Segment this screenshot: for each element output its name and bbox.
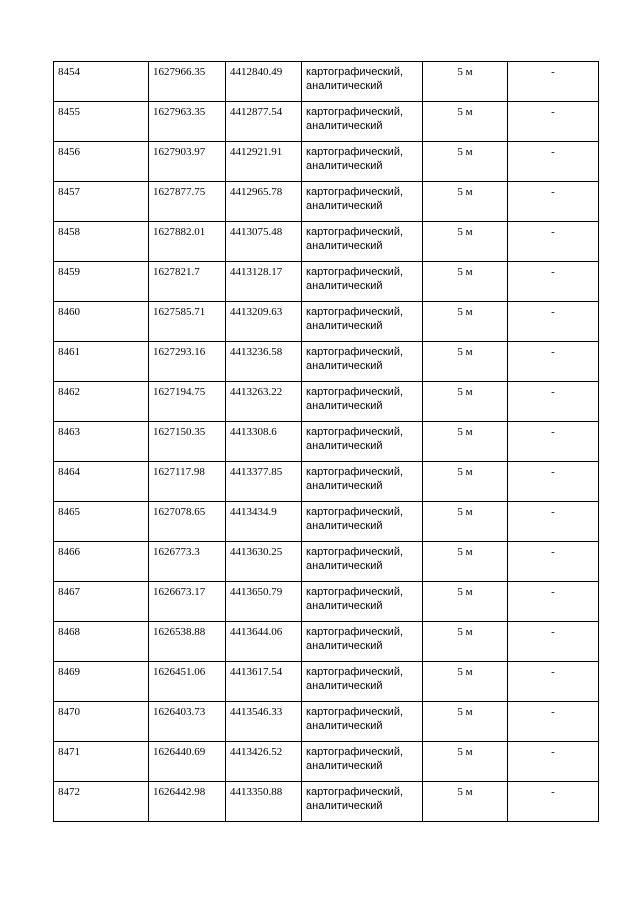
method-cell: картографический, аналитический [302, 782, 423, 822]
table-row [54, 422, 599, 462]
table-row [54, 102, 599, 142]
y-coordinate-cell: 4413617.54 [226, 662, 302, 702]
note-cell: - [508, 622, 599, 662]
table-row [54, 262, 599, 302]
note-cell: - [508, 342, 599, 382]
point-number-cell: 8472 [54, 782, 149, 822]
y-coordinate-cell: 4413630.25 [226, 542, 302, 582]
point-number-cell: 8455 [54, 102, 149, 142]
note-cell: - [508, 782, 599, 822]
point-number-cell: 8461 [54, 342, 149, 382]
point-number-cell: 8467 [54, 582, 149, 622]
x-coordinate-cell: 1627585.71 [149, 302, 226, 342]
table-row [54, 462, 599, 502]
method-cell: картографический, аналитический [302, 502, 423, 542]
x-coordinate-cell: 1627293.16 [149, 342, 226, 382]
note-cell: - [508, 182, 599, 222]
table-row [54, 342, 599, 382]
accuracy-cell: 5 м [423, 382, 508, 422]
table-row [54, 742, 599, 782]
accuracy-cell: 5 м [423, 422, 508, 462]
point-number-cell: 8463 [54, 422, 149, 462]
point-number-cell: 8466 [54, 542, 149, 582]
y-coordinate-cell: 4413644.06 [226, 622, 302, 662]
accuracy-cell: 5 м [423, 302, 508, 342]
note-cell: - [508, 142, 599, 182]
table-row [54, 182, 599, 222]
method-cell: картографический, аналитический [302, 102, 423, 142]
point-number-cell: 8456 [54, 142, 149, 182]
x-coordinate-cell: 1627150.35 [149, 422, 226, 462]
table-row [54, 542, 599, 582]
table-row [54, 582, 599, 622]
note-cell: - [508, 582, 599, 622]
accuracy-cell: 5 м [423, 342, 508, 382]
x-coordinate-cell: 1627117.98 [149, 462, 226, 502]
y-coordinate-cell: 4413377.85 [226, 462, 302, 502]
point-number-cell: 8460 [54, 302, 149, 342]
point-number-cell: 8465 [54, 502, 149, 542]
x-coordinate-cell: 1626440.69 [149, 742, 226, 782]
x-coordinate-cell: 1626673.17 [149, 582, 226, 622]
note-cell: - [508, 102, 599, 142]
y-coordinate-cell: 4412921.91 [226, 142, 302, 182]
y-coordinate-cell: 4412840.49 [226, 62, 302, 102]
note-cell: - [508, 542, 599, 582]
note-cell: - [508, 502, 599, 542]
method-cell: картографический, аналитический [302, 542, 423, 582]
x-coordinate-cell: 1626538.88 [149, 622, 226, 662]
method-cell: картографический, аналитический [302, 382, 423, 422]
accuracy-cell: 5 м [423, 182, 508, 222]
method-cell: картографический, аналитический [302, 462, 423, 502]
note-cell: - [508, 422, 599, 462]
point-number-cell: 8462 [54, 382, 149, 422]
accuracy-cell: 5 м [423, 702, 508, 742]
y-coordinate-cell: 4413209.63 [226, 302, 302, 342]
x-coordinate-cell: 1626773.3 [149, 542, 226, 582]
y-coordinate-cell: 4413263.22 [226, 382, 302, 422]
table-row [54, 782, 599, 822]
table-row [54, 142, 599, 182]
table-row [54, 62, 599, 102]
note-cell: - [508, 262, 599, 302]
accuracy-cell: 5 м [423, 62, 508, 102]
x-coordinate-cell: 1627903.97 [149, 142, 226, 182]
point-number-cell: 8459 [54, 262, 149, 302]
point-number-cell: 8470 [54, 702, 149, 742]
method-cell: картографический, аналитический [302, 182, 423, 222]
table-row [54, 702, 599, 742]
table-row [54, 662, 599, 702]
method-cell: картографический, аналитический [302, 702, 423, 742]
y-coordinate-cell: 4413075.48 [226, 222, 302, 262]
accuracy-cell: 5 м [423, 542, 508, 582]
method-cell: картографический, аналитический [302, 302, 423, 342]
note-cell: - [508, 302, 599, 342]
y-coordinate-cell: 4413236.58 [226, 342, 302, 382]
accuracy-cell: 5 м [423, 262, 508, 302]
x-coordinate-cell: 1626442.98 [149, 782, 226, 822]
document-page [53, 61, 598, 822]
accuracy-cell: 5 м [423, 462, 508, 502]
x-coordinate-cell: 1627966.35 [149, 62, 226, 102]
point-number-cell: 8458 [54, 222, 149, 262]
point-number-cell: 8468 [54, 622, 149, 662]
note-cell: - [508, 702, 599, 742]
table-row [54, 382, 599, 422]
accuracy-cell: 5 м [423, 742, 508, 782]
method-cell: картографический, аналитический [302, 222, 423, 262]
note-cell: - [508, 382, 599, 422]
accuracy-cell: 5 м [423, 622, 508, 662]
x-coordinate-cell: 1627194.75 [149, 382, 226, 422]
accuracy-cell: 5 м [423, 502, 508, 542]
note-cell: - [508, 742, 599, 782]
note-cell: - [508, 462, 599, 502]
y-coordinate-cell: 4412877.54 [226, 102, 302, 142]
x-coordinate-cell: 1627821.7 [149, 262, 226, 302]
accuracy-cell: 5 м [423, 222, 508, 262]
x-coordinate-cell: 1627877.75 [149, 182, 226, 222]
y-coordinate-cell: 4413650.79 [226, 582, 302, 622]
coordinates-table [53, 61, 599, 822]
note-cell: - [508, 662, 599, 702]
y-coordinate-cell: 4413546.33 [226, 702, 302, 742]
point-number-cell: 8457 [54, 182, 149, 222]
x-coordinate-cell: 1627963.35 [149, 102, 226, 142]
y-coordinate-cell: 4413434.9 [226, 502, 302, 542]
table-row [54, 622, 599, 662]
method-cell: картографический, аналитический [302, 422, 423, 462]
x-coordinate-cell: 1626451.06 [149, 662, 226, 702]
accuracy-cell: 5 м [423, 782, 508, 822]
point-number-cell: 8464 [54, 462, 149, 502]
table-row [54, 222, 599, 262]
method-cell: картографический, аналитический [302, 622, 423, 662]
accuracy-cell: 5 м [423, 142, 508, 182]
y-coordinate-cell: 4412965.78 [226, 182, 302, 222]
note-cell: - [508, 62, 599, 102]
x-coordinate-cell: 1627882.01 [149, 222, 226, 262]
method-cell: картографический, аналитический [302, 262, 423, 302]
accuracy-cell: 5 м [423, 582, 508, 622]
point-number-cell: 8471 [54, 742, 149, 782]
y-coordinate-cell: 4413350.88 [226, 782, 302, 822]
method-cell: картографический, аналитический [302, 142, 423, 182]
y-coordinate-cell: 4413308.6 [226, 422, 302, 462]
method-cell: картографический, аналитический [302, 62, 423, 102]
point-number-cell: 8454 [54, 62, 149, 102]
accuracy-cell: 5 м [423, 662, 508, 702]
accuracy-cell: 5 м [423, 102, 508, 142]
method-cell: картографический, аналитический [302, 742, 423, 782]
table-row [54, 302, 599, 342]
point-number-cell: 8469 [54, 662, 149, 702]
table-row [54, 502, 599, 542]
method-cell: картографический, аналитический [302, 582, 423, 622]
coordinates-table-body [54, 62, 599, 822]
y-coordinate-cell: 4413426.52 [226, 742, 302, 782]
method-cell: картографический, аналитический [302, 662, 423, 702]
x-coordinate-cell: 1626403.73 [149, 702, 226, 742]
method-cell: картографический, аналитический [302, 342, 423, 382]
y-coordinate-cell: 4413128.17 [226, 262, 302, 302]
x-coordinate-cell: 1627078.65 [149, 502, 226, 542]
note-cell: - [508, 222, 599, 262]
